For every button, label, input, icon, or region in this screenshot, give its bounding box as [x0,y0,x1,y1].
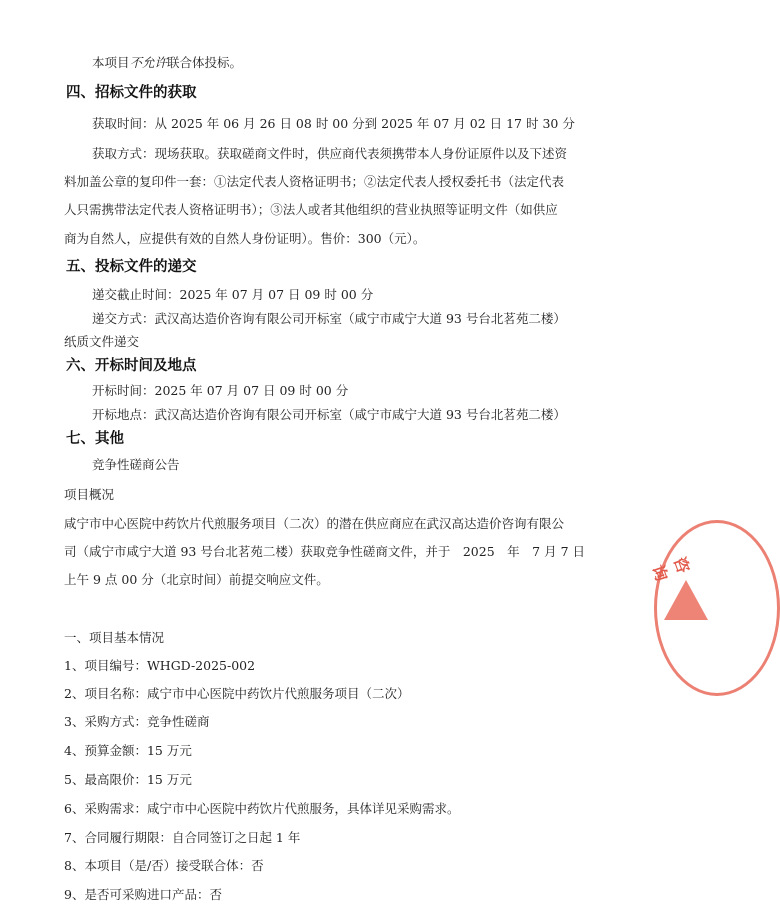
seal-star-icon [664,580,708,620]
section-heading-4: 四、招标文件的获取 [66,85,197,101]
text-line: 获取方式：现场获取。获取磋商文件时，供应商代表须携带本人身份证原件以及下述资 [92,146,568,161]
list-item: 5、最高限价：15 万元 [64,772,192,787]
list-item: 1、项目编号：WHGD-2025-002 [64,658,256,673]
list-item: 8、本项目（是/否）接受联合体：否 [64,858,264,873]
text-line: 竞争性磋商公告 [92,457,180,472]
text-line: 一、项目基本情况 [64,630,165,645]
text-line: 开标时间：2025 年 07 月 07 日 09 时 00 分 [92,383,349,398]
emphasis-text: 不允许 [129,55,168,70]
text-line: 咸宁市中心医院中药饮片代煎服务项目（二次）的潜在供应商应在武汉高达造价咨询有限公 [64,516,565,531]
list-item: 6、采购需求：咸宁市中心医院中药饮片代煎服务，具体详见采购需求。 [64,801,460,816]
seal-text: 咨询 [648,554,694,584]
text-line: 上午 9 点 00 分（北京时间）前提交响应文件。 [64,572,329,587]
text-line: 获取时间：从 2025 年 06 月 26 日 08 时 00 分到 2025 年 07 月 02 日 17 时 30 分 [92,116,575,131]
text-line: 商为自然人，应提供有效的自然人身份证明）。售价：300（元）。 [64,231,426,246]
list-item: 2、项目名称：咸宁市中心医院中药饮片代煎服务项目（二次） [64,686,410,701]
list-item: 4、预算金额：15 万元 [64,743,192,758]
list-item: 9、是否可采购进口产品：否 [64,887,222,902]
text-line: 项目概况 [64,487,115,502]
text-line: 料加盖公章的复印件一套：①法定代表人资格证明书；②法定代表人授权委托书（法定代表 [64,174,565,189]
section-heading-6: 六、开标时间及地点 [66,358,197,374]
section-heading-7: 七、其他 [66,431,124,447]
list-item: 7、合同履行期限：自合同签订之日起 1 年 [64,830,301,845]
text-line: 递交截止时间：2025 年 07 月 07 日 09 时 00 分 [92,287,374,302]
text-line: 本项目不允许联合体投标。 [92,55,243,70]
text-line: 人只需携带法定代表人资格证明书）；③法人或者其他组织的营业执照等证明文件（如供应 [64,202,558,217]
section-heading-5: 五、投标文件的递交 [66,259,197,275]
text-line: 纸质文件递交 [64,334,140,349]
list-item: 3、采购方式：竞争性磋商 [64,714,210,729]
text-line: 开标地点：武汉高达造价咨询有限公司开标室（咸宁市咸宁大道 93 号台北茗苑二楼） [92,407,566,422]
text-line: 递交方式：武汉高达造价咨询有限公司开标室（咸宁市咸宁大道 93 号台北茗苑二楼） [92,311,566,326]
text-line: 司（咸宁市咸宁大道 93 号台北茗苑二楼）获取竞争性磋商文件，并于 2025 年 7 月 7 日 [64,544,585,559]
